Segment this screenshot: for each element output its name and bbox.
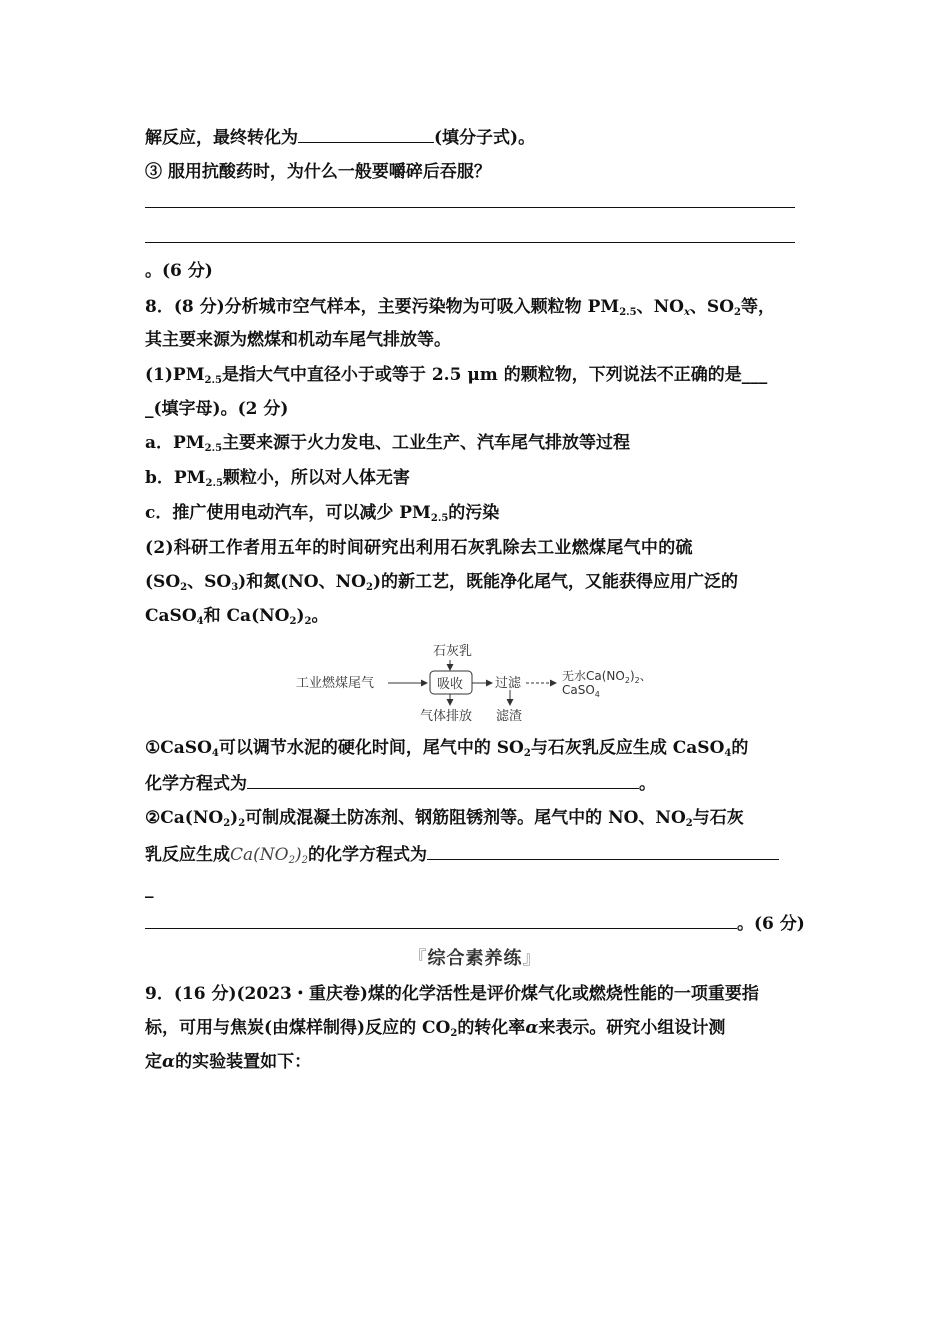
q8-part1-line1 — [145, 364, 767, 386]
q9-text2: 标，可用与焦炭(由煤样制得)反应的 CO — [145, 1018, 451, 1038]
option-b-text: 颗粒小，所以对人体无害 — [222, 468, 410, 488]
four-subscript: 4 — [211, 748, 219, 759]
q8-sub2-line3 — [145, 912, 805, 935]
q8-part2-line2 — [145, 571, 738, 593]
q9-text1: )煤的化学活性是评价煤气化或燃烧性能的一项重要指 — [359, 984, 759, 1004]
two-subscript: 2 — [289, 616, 297, 627]
alpha-symbol: α — [525, 1018, 539, 1038]
q7-answer-blank-2[interactable] — [145, 242, 795, 243]
q8-p1-text: 是指大气中直径小于或等于 2.5 μm 的颗粒物，下列说法不正确的是___ — [221, 365, 768, 385]
q9-text5: 定 — [145, 1052, 162, 1072]
q8-p2-so2-open: (SO — [145, 572, 181, 592]
option-c-label: c．推广使用电动汽车，可以减少 PM — [145, 503, 431, 523]
diagram-absorb-label: 吸收 — [437, 677, 464, 692]
header-bracket-left: 『 — [408, 948, 428, 969]
caso4-text: CaSO — [145, 606, 197, 626]
diagram-product2: CaSO$_4$ — [562, 683, 600, 699]
q8-option-c[interactable] — [145, 502, 499, 524]
q8-part2-line1: (2)科研工作者用五年的时间研究出利用石灰乳除去工业燃煤尾气中的硫 — [145, 538, 693, 558]
q9-source: 重庆卷 — [308, 984, 360, 1004]
q8-intro-line1 — [145, 296, 775, 318]
diagram-lime-label: 石灰乳 — [433, 644, 473, 659]
s2-equation-label: 的化学方程式为 — [308, 845, 427, 865]
q8-sub1-line1 — [145, 737, 748, 759]
period: 。 — [311, 606, 329, 626]
q8-sub2-line2 — [145, 843, 779, 866]
paren-close: ) — [296, 606, 305, 626]
q8-part1-line2: _(填字母)。(2 分) — [145, 399, 289, 419]
s1-text: 可以调节水泥的硬化时间，尾气中的 SO — [218, 738, 524, 758]
pm-subscript: 2.5 — [205, 478, 223, 489]
q9-text3: 的转化率 — [457, 1018, 526, 1038]
q8-sub1-line2 — [145, 772, 656, 795]
q8-p2-desc: )的新工艺，既能净化尾气，又能获得应用广泛的 — [372, 572, 738, 592]
q8-intro-end: 等， — [740, 297, 775, 317]
diagram-product1: 无水$Ca(NO_2)_2$、 — [562, 669, 652, 685]
q8-option-a[interactable] — [145, 432, 630, 454]
q7-line2: ③ 服用抗酸药时，为什么一般要嚼碎后吞服？ — [145, 162, 491, 182]
section-header — [0, 944, 950, 970]
q9-label: 9．(16 分)(2023・ — [145, 984, 309, 1004]
two-subscript: 2 — [685, 818, 693, 829]
q8-option-b[interactable] — [145, 467, 410, 489]
q8-sub2-underscore: _ — [145, 879, 154, 899]
q8-p2-so3: 、SO — [187, 572, 232, 592]
option-a-label: a．PM — [145, 433, 205, 453]
diagram-gas-out-label: 气体排放 — [420, 709, 473, 724]
s2-equation-blank-2[interactable] — [145, 912, 737, 929]
two-subscript: 2 — [523, 748, 531, 759]
q8-no-text: 、NO — [636, 297, 684, 317]
s2-inline-formula: $Ca(NO_2)_2$ — [230, 845, 308, 866]
header-title: 综合素养练 — [427, 948, 523, 969]
two-subscript: 2 — [304, 616, 312, 627]
q7-line1-prefix: 解反应，最终转化为 — [145, 128, 298, 148]
option-c-text: 的污染 — [448, 503, 500, 523]
q8-part2-line3 — [145, 605, 328, 627]
s1-caso4: ①CaSO — [145, 738, 212, 758]
pm-subscript: 2.5 — [619, 307, 637, 318]
q7-blank-formula[interactable] — [298, 126, 434, 143]
q8-so-text: 、SO — [689, 297, 735, 317]
s2-end: 与石灰 — [692, 808, 744, 828]
q8-intro-text: 8．(8 分)分析城市空气样本，主要污染物为可吸入颗粒物 PM — [145, 297, 620, 317]
two-subscript: 2 — [238, 818, 246, 829]
four-subscript: 4 — [724, 748, 732, 759]
q7-answer-blank-1[interactable] — [145, 207, 795, 208]
s1-equation-blank[interactable] — [247, 772, 639, 789]
q9-line3 — [145, 1051, 311, 1073]
alpha-symbol: α — [162, 1052, 176, 1072]
s2-text: 可制成混凝土防冻剂、钢筋阻锈剂等。尾气中的 NO、NO — [245, 808, 686, 828]
q9-line1 — [145, 983, 759, 1005]
q9-text6: 的实验装置如下： — [175, 1052, 312, 1072]
two-subscript: 2 — [365, 582, 373, 593]
two-subscript: 2 — [450, 1028, 458, 1039]
two-subscript: 2 — [180, 582, 188, 593]
header-bracket-right: 』 — [522, 948, 542, 969]
two-subscript: 2 — [734, 307, 741, 318]
option-a-text: 主要来源于火力发电、工业生产、汽车尾气排放等过程 — [222, 433, 631, 453]
q9-text4: 来表示。研究小组设计测 — [538, 1018, 726, 1038]
paren-close: ) — [230, 808, 239, 828]
cano2-text: 和 Ca(NO — [203, 606, 290, 626]
q8-p1-label: (1)PM — [145, 365, 205, 385]
process-flow-diagram — [290, 638, 690, 728]
q8-intro-line2: 其主要来源为燃煤和机动车尾气排放等。 — [145, 330, 451, 350]
two-subscript: 2 — [223, 818, 231, 829]
s1-text2: 与石灰乳反应生成 CaSO — [530, 738, 725, 758]
q7-line1-suffix: (填分子式)。 — [434, 128, 536, 148]
q9-line2 — [145, 1017, 725, 1039]
diagram-residue-label: 滤渣 — [496, 709, 523, 724]
s2-text2: 乳反应生成 — [145, 845, 230, 865]
three-subscript: 3 — [231, 582, 239, 593]
q8-sub2-line1 — [145, 807, 744, 829]
diagram-filter-label: 过滤 — [495, 676, 522, 691]
q7-end: 。(6 分) — [145, 261, 213, 281]
s1-period: 。 — [639, 774, 656, 794]
pm-subscript: 2.5 — [204, 443, 223, 454]
q7-line1 — [145, 126, 535, 149]
pm-subscript: 2.5 — [430, 513, 449, 524]
x-subscript: x — [683, 307, 690, 318]
s2-cano2: ②Ca(NO — [145, 808, 224, 828]
s1-equation-label: 化学方程式为 — [145, 774, 247, 794]
option-b-label: b．PM — [145, 468, 206, 488]
s1-end: 的 — [731, 738, 749, 758]
s2-points: 。(6 分) — [737, 914, 805, 934]
pm-subscript: 2.5 — [204, 375, 222, 386]
s2-equation-blank[interactable] — [427, 843, 779, 860]
four-subscript: 4 — [196, 616, 204, 627]
diagram-source-label: 工业燃煤尾气 — [296, 676, 375, 691]
q8-p2-nitrogen: )和氮(NO、NO — [238, 572, 366, 592]
